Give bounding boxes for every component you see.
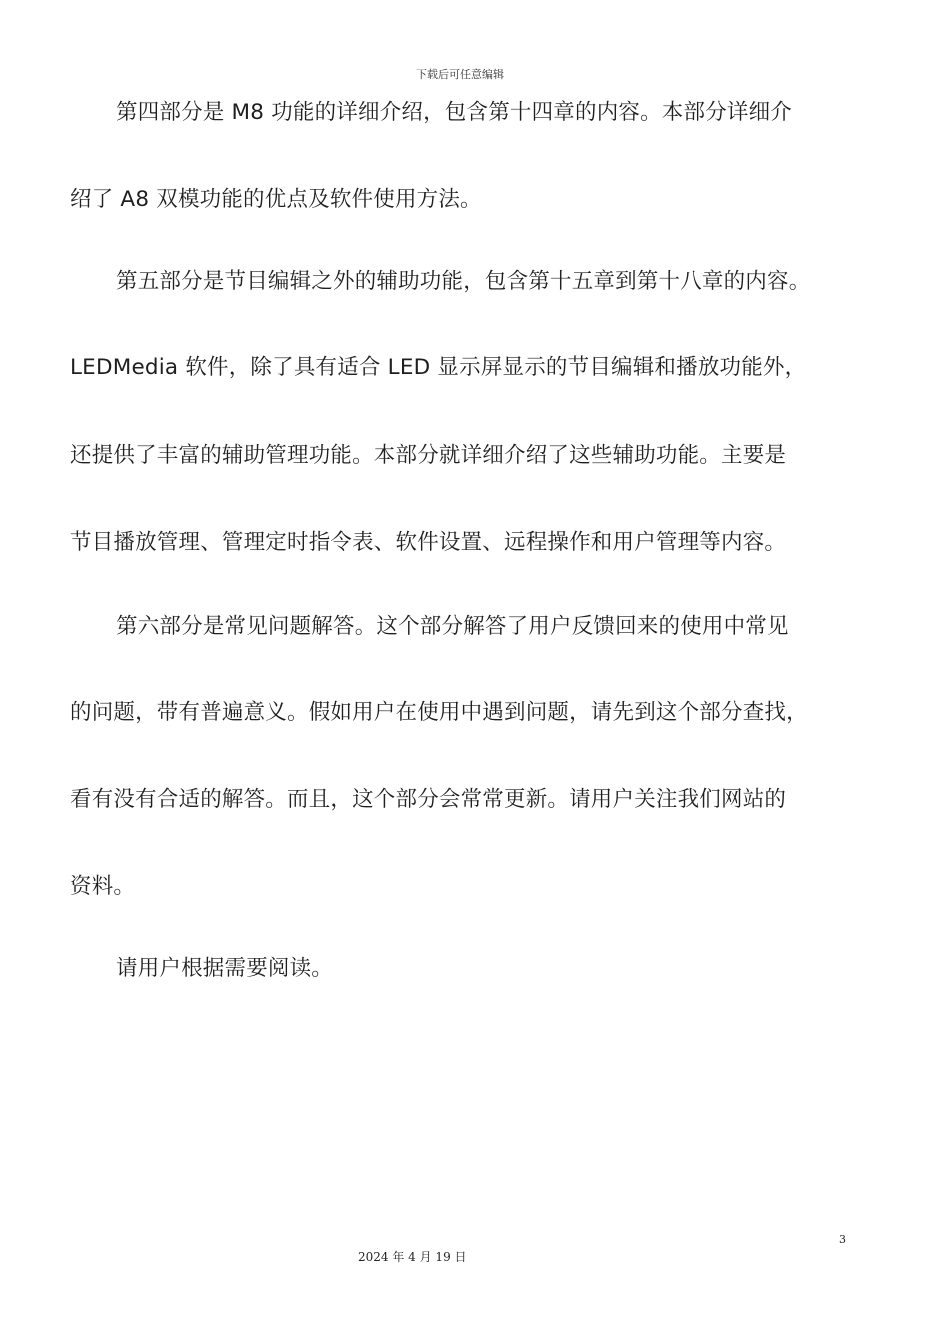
body-line-3: 第五部分是节目编辑之外的辅助功能，包含第十五章到第十八章的内容。 [116, 269, 811, 294]
body-line-4: LEDMedia 软件，除了具有适合 LED 显示屏显示的节目编辑和播放功能外， [70, 355, 807, 380]
page-number: 3 [839, 1233, 846, 1246]
body-line-6: 节目播放管理、管理定时指令表、软件设置、远程操作和用户管理等内容。 [70, 530, 787, 555]
body-line-8: 的问题，带有普遍意义。假如用户在使用中遇到问题，请先到这个部分查找， [70, 700, 808, 725]
body-line-9: 看有没有合适的解答。而且，这个部分会常常更新。请用户关注我们网站的 [70, 787, 787, 812]
body-line-11: 请用户根据需要阅读。 [116, 956, 334, 981]
body-line-2: 绍了 A8 双模功能的优点及软件使用方法。 [70, 187, 482, 212]
footer-date: 2024 年 4 月 19 日 [358, 1250, 467, 1264]
body-line-5: 还提供了丰富的辅助管理功能。本部分就详细介绍了这些辅助功能。主要是 [70, 443, 787, 468]
body-line-10: 资料。 [70, 874, 136, 899]
body-line-1: 第四部分是 M8 功能的详细介绍，包含第十四章的内容。本部分详细介 [116, 100, 793, 125]
body-line-7: 第六部分是常见问题解答。这个部分解答了用户反馈回来的使用中常见 [116, 614, 789, 639]
page-header: 下载后可任意编辑 [416, 68, 504, 81]
